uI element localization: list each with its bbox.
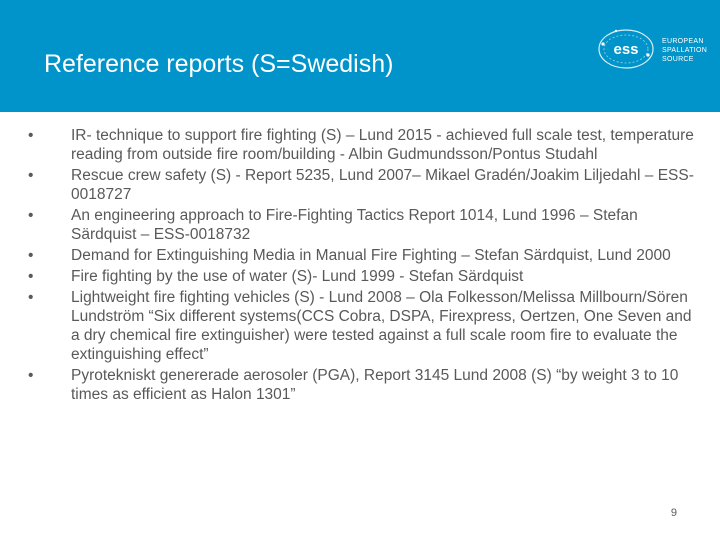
list-item-text: Fire fighting by the use of water (S)- Lund 1999 - Stefan Särdquist xyxy=(71,268,524,285)
slide-title: Reference reports (S=Swedish) xyxy=(44,50,394,78)
ess-logo-icon xyxy=(596,24,656,74)
bullet-icon: • xyxy=(28,367,34,384)
bullet-icon: • xyxy=(28,289,34,306)
bullet-icon: • xyxy=(28,207,34,224)
logo-text xyxy=(662,37,707,64)
logo-line-3: SOURCE xyxy=(662,56,694,63)
list-item xyxy=(28,206,698,244)
list-item xyxy=(28,246,698,265)
list-item-text: IR- technique to support fire fighting (S) – Lund 2015 - achieved full scale test, temperature reading from outside fire room/building - Albin Gudmundsson/Pontus Studahl xyxy=(71,127,694,163)
bullet-icon: • xyxy=(28,167,34,184)
logo-line-1: EUROPEAN xyxy=(662,38,704,45)
header-bar xyxy=(0,0,720,112)
list-item xyxy=(28,366,698,404)
bullet-icon: • xyxy=(28,127,34,144)
logo-line-2: SPALLATION xyxy=(662,47,708,54)
page-number: 9 xyxy=(670,507,677,519)
bullet-icon: • xyxy=(28,247,34,264)
list-item xyxy=(28,288,698,364)
bullet-icon: • xyxy=(28,268,34,285)
list-item-text: Lightweight fire fighting vehicles (S) - Lund 2008 – Ola Folkesson/Melissa Millbourn/Sören Lundström “Six different systems(CCS Cobra, DSPA, Firexpress, Oertzen, One Seven and a dry chemical fire extinguisher) were tested against a full scale room fire to evaluate the extinguishing effect” xyxy=(71,289,692,363)
list-item-text: Demand for Extinguishing Media in Manual Fire Fighting – Stefan Särdquist, Lund 2000 xyxy=(71,247,671,264)
logo-mark: ess xyxy=(613,41,639,58)
list-item xyxy=(28,126,698,164)
reference-list xyxy=(28,126,698,406)
list-item xyxy=(28,267,698,286)
list-item-text: Rescue crew safety (S) - Report 5235, Lund 2007– Mikael Gradén/Joakim Liljedahl – ESS-0018727 xyxy=(71,167,694,203)
list-item-text: Pyrotekniskt genererade aerosoler (PGA), Report 3145 Lund 2008 (S) “by weight 3 to 10 times as efficient as Halon 1301” xyxy=(71,367,679,403)
ess-logo xyxy=(596,24,716,74)
list-item-text: An engineering approach to Fire-Fighting Tactics Report 1014, Lund 1996 – Stefan Särdquist – ESS-0018732 xyxy=(71,207,638,243)
list-item xyxy=(28,166,698,204)
